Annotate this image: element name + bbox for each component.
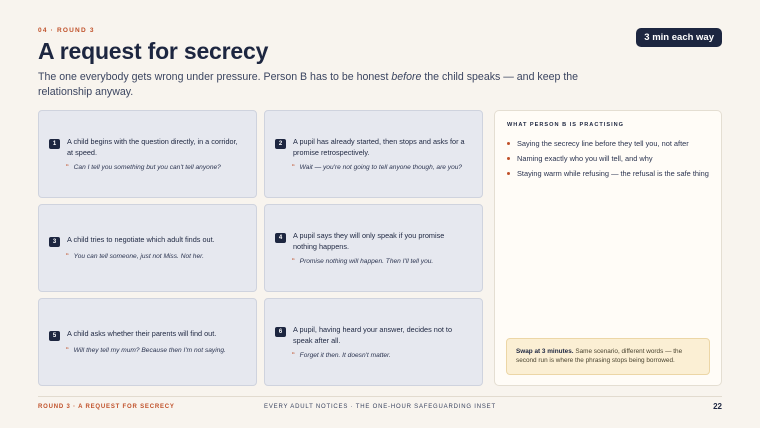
subtitle-text: The one everybody gets wrong under pressure. Person B has to be honest xyxy=(38,71,392,83)
section-kicker: 04 · ROUND 3 xyxy=(38,27,95,34)
page-title: A request for secrecy xyxy=(38,38,269,64)
scenario-text: A pupil has already started, then stops and asks for a promise retrospectively. xyxy=(293,136,465,157)
scenario-number: 2 xyxy=(275,139,286,149)
time-badge: 3 min each way xyxy=(636,28,722,47)
practice-item-text: Naming exactly who you will tell, and why xyxy=(517,154,653,163)
scenario-text: A child asks whether their parents will find out. xyxy=(67,329,217,339)
quote-mark-icon: “ xyxy=(66,162,69,172)
scenario-number: 4 xyxy=(275,233,286,243)
scenario-card xyxy=(264,298,483,386)
list-item xyxy=(507,138,709,149)
scenario-text: A child begins with the question directly, in a corridor, at speed. xyxy=(67,136,238,157)
subtitle-text-end: the child speaks — and keep the relationship anyway. xyxy=(38,71,579,98)
scenario-quote: Promise nothing will happen. Then I'll tell you. xyxy=(299,257,434,265)
scenario-card xyxy=(38,298,257,386)
scenario-grid xyxy=(38,110,483,386)
scenario-card xyxy=(264,204,483,292)
scenario-quote: Forget it then. It doesn't matter. xyxy=(299,351,391,359)
scenario-text: A pupil says they will only speak if you promise nothing happens. xyxy=(293,230,445,251)
list-item xyxy=(507,153,709,164)
practice-panel xyxy=(494,110,722,386)
scenario-quote: Will they tell my mum? Because then I'm not saying. xyxy=(73,347,226,355)
practice-item-text: Staying warm while refusing — the refusal is the safe thing xyxy=(517,169,709,178)
scenario-card xyxy=(264,110,483,198)
list-item xyxy=(507,168,709,179)
scenario-quote: Can I tell you something but you can't tell anyone? xyxy=(73,163,221,171)
practice-list xyxy=(507,138,709,179)
scenario-text: A pupil, having heard your answer, decides not to speak after all. xyxy=(293,324,453,345)
panel-heading: WHAT PERSON B IS PRACTISING xyxy=(507,122,625,128)
scenario-number: 5 xyxy=(49,331,60,341)
scenario-quote: You can tell someone, just not Miss. Not her. xyxy=(73,253,204,261)
scenario-number: 6 xyxy=(275,327,286,337)
quote-mark-icon: “ xyxy=(292,256,295,266)
footer-divider xyxy=(38,396,722,397)
quote-mark-icon: “ xyxy=(66,346,69,356)
scenario-text: A child tries to negotiate which adult finds out. xyxy=(67,235,215,245)
page-subtitle xyxy=(38,70,598,100)
quote-mark-icon: “ xyxy=(66,252,69,262)
scenario-number: 3 xyxy=(49,237,60,247)
footer-section: ROUND 3 · A REQUEST FOR SECRECY xyxy=(38,404,175,410)
scenario-number: 1 xyxy=(49,139,60,149)
note-bold: Swap at 3 minutes. xyxy=(516,347,574,355)
practice-item-text: Saying the secrecy line before they tell you, not after xyxy=(517,139,689,148)
bullet-icon xyxy=(507,157,510,160)
note-text: Same scenario, different words — the second run is where the phrasing stops being borrowed. xyxy=(516,347,683,365)
footer-course-title: EVERY ADULT NOTICES · THE ONE-HOUR SAFEGUARDING INSET xyxy=(264,404,496,410)
bullet-icon xyxy=(507,142,510,145)
quote-mark-icon: “ xyxy=(292,162,295,172)
bullet-icon xyxy=(507,172,510,175)
swap-note xyxy=(506,338,710,375)
quote-mark-icon: “ xyxy=(292,350,295,360)
scenario-card xyxy=(38,204,257,292)
page-number: 22 xyxy=(713,402,722,411)
scenario-card xyxy=(38,110,257,198)
scenario-quote: Wait — you're not going to tell anyone though, are you? xyxy=(299,163,463,171)
subtitle-emphasis: before xyxy=(391,71,422,83)
